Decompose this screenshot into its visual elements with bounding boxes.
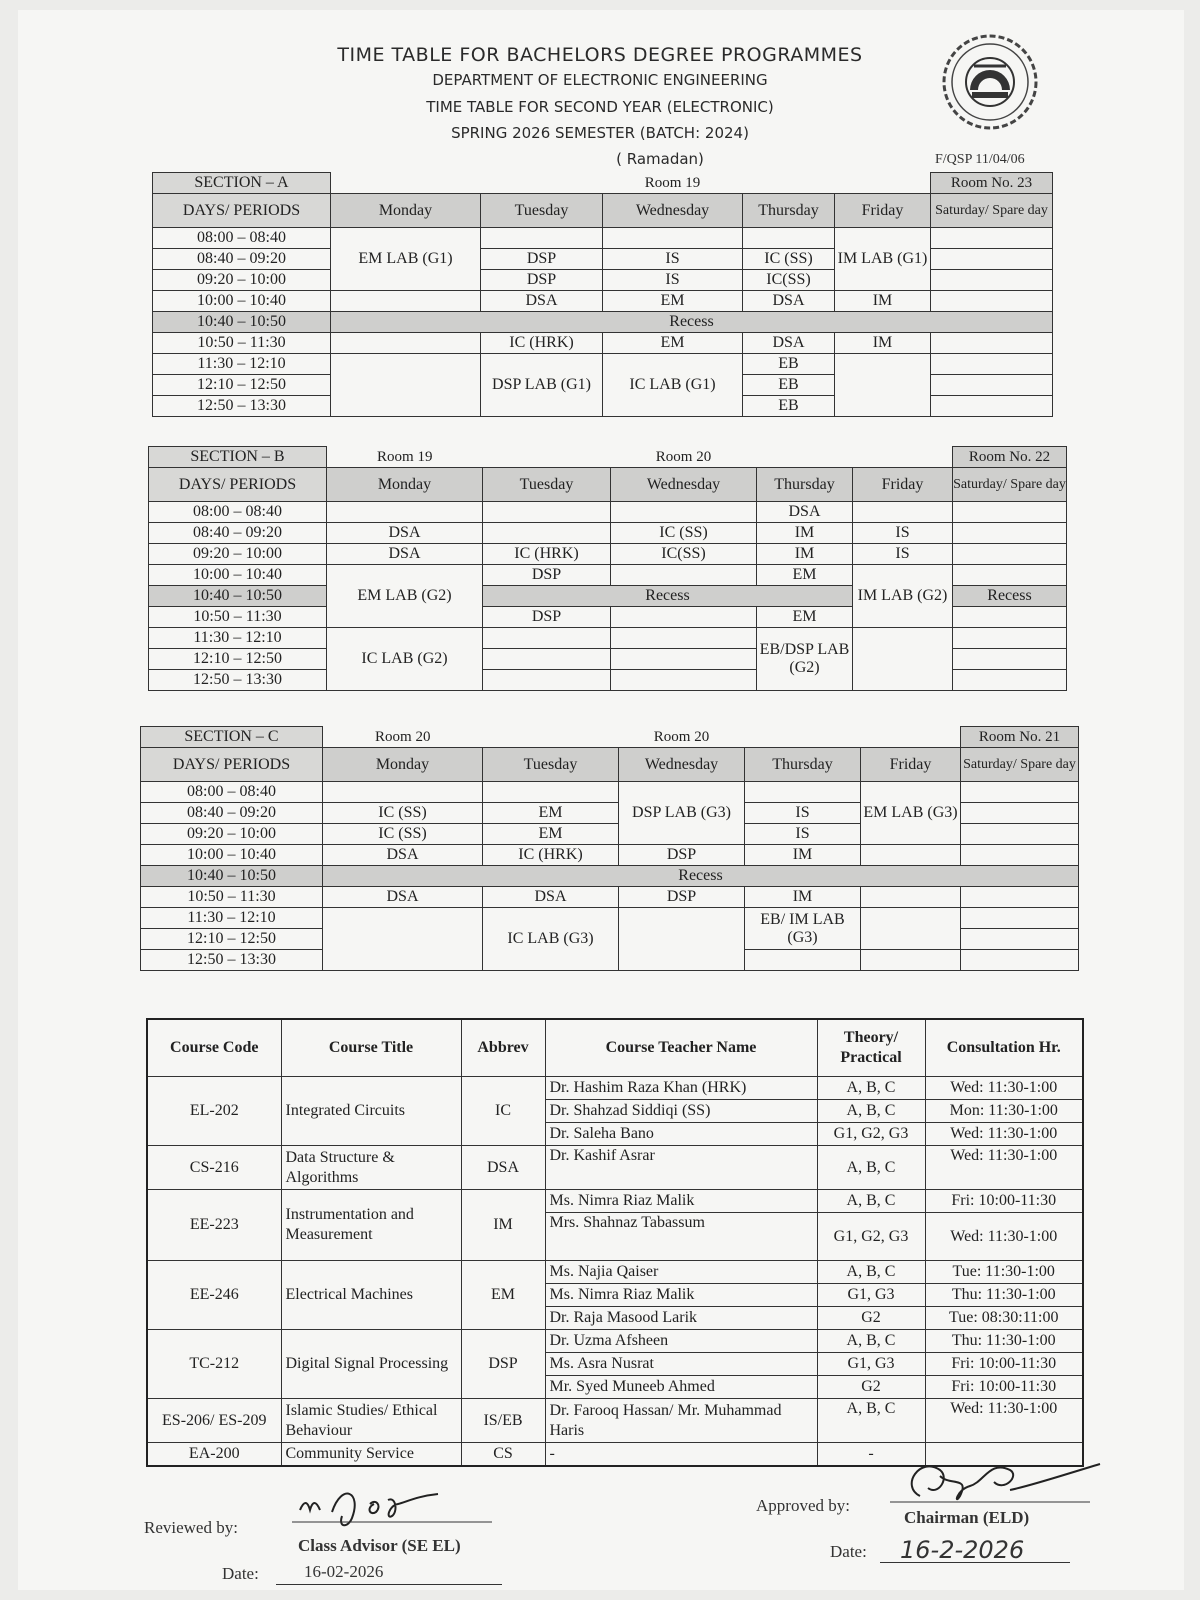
teacher-name: Ms. Asra Nusrat xyxy=(545,1353,817,1376)
slot-cell: IC LAB (G3) xyxy=(483,908,619,971)
day-tuesday: Tuesday xyxy=(481,194,603,228)
day-friday: Friday xyxy=(861,748,961,782)
section-b-timetable xyxy=(148,446,1067,691)
slot-cell: EM xyxy=(603,333,743,354)
slot-cell: IM LAB (G2) xyxy=(853,565,953,628)
slot-cell: EM LAB (G2) xyxy=(327,565,483,628)
col-abbrev: Abbrev xyxy=(461,1019,545,1077)
section-b-saturday-room: Room No. 22 xyxy=(953,447,1067,468)
slot-cell: DSP LAB (G1) xyxy=(481,354,603,417)
day-monday: Monday xyxy=(331,194,481,228)
slot-cell: EB/DSP LAB (G2) xyxy=(757,628,853,691)
slot-cell: IS xyxy=(853,544,953,565)
period-cell: 12:10 – 12:50 xyxy=(149,649,327,670)
day-friday: Friday xyxy=(835,194,931,228)
consultation-hour: Fri: 10:00-11:30 xyxy=(925,1376,1083,1399)
period-cell: 09:20 – 10:00 xyxy=(141,824,323,845)
period-cell: 12:50 – 13:30 xyxy=(141,950,323,971)
day-thursday: Thursday xyxy=(757,468,853,502)
section-c-saturday-room: Room No. 21 xyxy=(961,727,1079,748)
day-monday: Monday xyxy=(327,468,483,502)
course-abbrev: DSA xyxy=(461,1146,545,1190)
course-title: Community Service xyxy=(281,1443,461,1467)
section-b-monday-room: Room 19 xyxy=(377,448,433,465)
slot-cell: IC(SS) xyxy=(743,270,835,291)
section-c-title: SECTION – C xyxy=(141,727,323,748)
course-table xyxy=(146,1018,1084,1467)
slot-cell: DSA xyxy=(323,887,483,908)
slot-cell: IS xyxy=(603,249,743,270)
period-cell: 09:20 – 10:00 xyxy=(153,270,331,291)
slot-cell: DSP LAB (G3) xyxy=(619,782,745,845)
period-cell: 10:00 – 10:40 xyxy=(149,565,327,586)
slot-cell: EM xyxy=(757,565,853,586)
teacher-name: Ms. Nimra Riaz Malik xyxy=(545,1190,817,1213)
slot-cell: IC (HRK) xyxy=(481,333,603,354)
recess-cell: Recess xyxy=(331,312,1053,333)
course-code: EL-202 xyxy=(147,1077,281,1146)
consultation-hour: Thu: 11:30-1:00 xyxy=(925,1330,1083,1353)
review-date: 16-02-2026 xyxy=(304,1562,384,1581)
theory-practical: G1, G3 xyxy=(817,1284,925,1307)
day-thursday: Thursday xyxy=(745,748,861,782)
approver-role: Chairman (ELD) xyxy=(904,1508,1030,1527)
table-row xyxy=(147,1077,1083,1100)
slot-cell: EM xyxy=(757,607,853,628)
slot-cell: DSP xyxy=(619,845,745,866)
slot-cell: IM xyxy=(835,333,931,354)
course-code: CS-216 xyxy=(147,1146,281,1190)
theory-practical: G2 xyxy=(817,1376,925,1399)
period-cell: 10:50 – 11:30 xyxy=(149,607,327,628)
slot-cell: IS xyxy=(603,270,743,291)
period-cell: 10:50 – 11:30 xyxy=(153,333,331,354)
teacher-name: Dr. Kashif Asrar xyxy=(545,1146,817,1190)
course-title: Data Structure & Algorithms xyxy=(281,1146,461,1190)
slot-cell: IM xyxy=(745,887,861,908)
teacher-name: Mrs. Shahnaz Tabassum xyxy=(545,1213,817,1261)
table-row xyxy=(147,1190,1083,1213)
col-course-title: Course Title xyxy=(281,1019,461,1077)
teacher-name: Dr. Shahzad Siddiqi (SS) xyxy=(545,1100,817,1123)
course-code: TC-212 xyxy=(147,1330,281,1399)
period-cell: 12:10 – 12:50 xyxy=(141,929,323,950)
slot-cell: IS xyxy=(745,803,861,824)
course-title: Digital Signal Processing xyxy=(281,1330,461,1399)
section-a-title: SECTION – A xyxy=(153,173,331,194)
consultation-hour: Fri: 10:00-11:30 xyxy=(925,1190,1083,1213)
period-cell: 08:00 – 08:40 xyxy=(149,502,327,523)
course-code: EE-246 xyxy=(147,1261,281,1330)
slot-cell: IM xyxy=(757,523,853,544)
theory-practical: A, B, C xyxy=(817,1399,925,1443)
slot-cell: DSA xyxy=(757,502,853,523)
period-cell: 10:40 – 10:50 xyxy=(141,866,323,887)
reviewer-signature-icon xyxy=(292,1482,502,1530)
slot-cell: DSA xyxy=(483,887,619,908)
slot-cell: IC (SS) xyxy=(323,803,483,824)
slot-cell: DSA xyxy=(327,523,483,544)
day-monday: Monday xyxy=(323,748,483,782)
slot-cell: DSP xyxy=(483,607,611,628)
section-c-timetable xyxy=(140,726,1079,971)
col-theory-practical: Theory/ Practical xyxy=(817,1019,925,1077)
day-friday: Friday xyxy=(853,468,953,502)
slot-cell: EM xyxy=(483,824,619,845)
slot-cell: EB xyxy=(743,396,835,417)
period-cell: 08:00 – 08:40 xyxy=(153,228,331,249)
period-cell: 08:40 – 09:20 xyxy=(153,249,331,270)
slot-cell: IC (HRK) xyxy=(483,845,619,866)
page-title: TIME TABLE FOR BACHELORS DEGREE PROGRAMMES xyxy=(337,44,863,66)
col-teacher: Course Teacher Name xyxy=(545,1019,817,1077)
slot-cell: IC (SS) xyxy=(743,249,835,270)
period-cell: 10:40 – 10:50 xyxy=(149,586,327,607)
slot-cell: EB/ IM LAB (G3) xyxy=(745,908,861,950)
course-abbrev: IC xyxy=(461,1077,545,1146)
table-row xyxy=(147,1399,1083,1443)
days-periods-label: DAYS/ PERIODS xyxy=(153,194,331,228)
consultation-hour: Wed: 11:30-1:00 xyxy=(925,1123,1083,1146)
period-cell: 10:00 – 10:40 xyxy=(141,845,323,866)
section-c-room: Room 20 xyxy=(653,728,710,745)
course-abbrev: DSP xyxy=(461,1330,545,1399)
days-periods-label: DAYS/ PERIODS xyxy=(141,748,323,782)
day-thursday: Thursday xyxy=(743,194,835,228)
slot-cell: EM xyxy=(483,803,619,824)
day-saturday: Saturday/ Spare day xyxy=(953,468,1067,502)
period-cell: 10:00 – 10:40 xyxy=(153,291,331,312)
consultation-hour: Tue: 08:30:11:00 xyxy=(925,1307,1083,1330)
table-row xyxy=(147,1146,1083,1190)
theory-practical: A, B, C xyxy=(817,1077,925,1100)
course-title: Instrumentation and Measurement xyxy=(281,1190,461,1261)
consultation-hour: Wed: 11:30-1:00 xyxy=(925,1213,1083,1261)
review-date-label: Date: xyxy=(222,1564,259,1583)
slot-cell: DSP xyxy=(483,565,611,586)
day-saturday: Saturday/ Spare day xyxy=(961,748,1079,782)
teacher-name: Dr. Hashim Raza Khan (HRK) xyxy=(545,1077,817,1100)
period-cell: 12:10 – 12:50 xyxy=(153,375,331,396)
course-abbrev: CS xyxy=(461,1443,545,1467)
reviewer-role: Class Advisor (SE EL) xyxy=(298,1536,461,1555)
university-seal-icon xyxy=(940,32,1040,132)
day-wednesday: Wednesday xyxy=(619,748,745,782)
slot-cell: IC(SS) xyxy=(611,544,757,565)
period-cell: 12:50 – 13:30 xyxy=(153,396,331,417)
slot-cell: DSA xyxy=(481,291,603,312)
theory-practical: A, B, C xyxy=(817,1146,925,1190)
col-consultation: Consultation Hr. xyxy=(925,1019,1083,1077)
consultation-hour: Wed: 11:30-1:00 xyxy=(925,1077,1083,1100)
course-title: Islamic Studies/ Ethical Behaviour xyxy=(281,1399,461,1443)
section-b-room: Room 20 xyxy=(655,448,712,465)
approver-signature-icon xyxy=(890,1456,1110,1516)
course-code: ES-206/ ES-209 xyxy=(147,1399,281,1443)
slot-cell: IM LAB (G1) xyxy=(835,228,931,291)
teacher-name: Dr. Uzma Afsheen xyxy=(545,1330,817,1353)
theory-practical: - xyxy=(817,1443,925,1467)
day-wednesday: Wednesday xyxy=(611,468,757,502)
slot-cell: EM LAB (G3) xyxy=(861,782,961,845)
slot-cell: EM LAB (G1) xyxy=(331,228,481,291)
theory-practical: A, B, C xyxy=(817,1190,925,1213)
slot-cell: DSP xyxy=(619,887,745,908)
period-cell: 11:30 – 12:10 xyxy=(141,908,323,929)
slot-cell: DSA xyxy=(323,845,483,866)
year-title: TIME TABLE FOR SECOND YEAR (ELECTRONIC) xyxy=(426,98,774,116)
day-saturday: Saturday/ Spare day xyxy=(931,194,1053,228)
course-code: EE-223 xyxy=(147,1190,281,1261)
theory-practical: G2 xyxy=(817,1307,925,1330)
course-abbrev: IS/EB xyxy=(461,1399,545,1443)
slot-cell: EB xyxy=(743,354,835,375)
department-title: DEPARTMENT OF ELECTRONIC ENGINEERING xyxy=(432,71,768,89)
table-row xyxy=(147,1261,1083,1284)
slot-cell: DSA xyxy=(327,544,483,565)
period-cell: 08:00 – 08:40 xyxy=(141,782,323,803)
consultation-hour: Wed: 11:30-1:00 xyxy=(925,1399,1083,1443)
period-cell: 10:50 – 11:30 xyxy=(141,887,323,908)
teacher-name: Dr. Farooq Hassan/ Mr. Muhammad Haris xyxy=(545,1399,817,1443)
theory-practical: G1, G2, G3 xyxy=(817,1123,925,1146)
teacher-name: Mr. Syed Muneeb Ahmed xyxy=(545,1376,817,1399)
day-tuesday: Tuesday xyxy=(483,468,611,502)
approve-date-label: Date: xyxy=(830,1542,867,1561)
course-title: Integrated Circuits xyxy=(281,1077,461,1146)
day-tuesday: Tuesday xyxy=(483,748,619,782)
slot-cell: IC (SS) xyxy=(323,824,483,845)
slot-cell: EB xyxy=(743,375,835,396)
period-cell: 12:50 – 13:30 xyxy=(149,670,327,691)
recess-cell: Recess xyxy=(953,586,1067,607)
section-b-title: SECTION – B xyxy=(149,447,327,468)
slot-cell: DSA xyxy=(743,333,835,354)
recess-cell: Recess xyxy=(323,866,1079,887)
slot-cell: IC LAB (G2) xyxy=(327,628,483,691)
recess-cell: Recess xyxy=(483,586,853,607)
slot-cell: IM xyxy=(835,291,931,312)
day-wednesday: Wednesday xyxy=(603,194,743,228)
slot-cell: EM xyxy=(603,291,743,312)
ramadan-note: ( Ramadan) xyxy=(616,150,704,168)
form-number: F/QSP 11/04/06 xyxy=(935,152,1025,167)
period-cell: 08:40 – 09:20 xyxy=(149,523,327,544)
teacher-name: Ms. Nimra Riaz Malik xyxy=(545,1284,817,1307)
period-cell: 11:30 – 12:10 xyxy=(149,628,327,649)
section-a-room: Room 19 xyxy=(644,174,701,191)
slot-cell: DSP xyxy=(481,249,603,270)
teacher-name: Ms. Najia Qaiser xyxy=(545,1261,817,1284)
period-cell: 10:40 – 10:50 xyxy=(153,312,331,333)
period-cell: 08:40 – 09:20 xyxy=(141,803,323,824)
period-cell: 09:20 – 10:00 xyxy=(149,544,327,565)
teacher-name: Dr. Saleha Bano xyxy=(545,1123,817,1146)
table-row xyxy=(147,1330,1083,1353)
approve-date: 16-2-2026 xyxy=(900,1536,1025,1564)
course-title: Electrical Machines xyxy=(281,1261,461,1330)
reviewed-by-label: Reviewed by: xyxy=(144,1518,238,1537)
slot-cell: IC (SS) xyxy=(611,523,757,544)
slot-cell: IS xyxy=(853,523,953,544)
slot-cell: IC LAB (G1) xyxy=(603,354,743,417)
slot-cell: IS xyxy=(745,824,861,845)
slot-cell: DSA xyxy=(743,291,835,312)
theory-practical: A, B, C xyxy=(817,1261,925,1284)
days-periods-label: DAYS/ PERIODS xyxy=(149,468,327,502)
slot-cell: DSP xyxy=(481,270,603,291)
consultation-hour: Thu: 11:30-1:00 xyxy=(925,1284,1083,1307)
slot-cell: IC (HRK) xyxy=(483,544,611,565)
teacher-name: Dr. Raja Masood Larik xyxy=(545,1307,817,1330)
section-c-monday-room: Room 20 xyxy=(375,728,431,745)
approved-by-label: Approved by: xyxy=(756,1496,850,1515)
section-a-saturday-room: Room No. 23 xyxy=(931,173,1053,194)
section-a-timetable xyxy=(152,172,1053,417)
consultation-hour: Fri: 10:00-11:30 xyxy=(925,1353,1083,1376)
consultation-hour: Tue: 11:30-1:00 xyxy=(925,1261,1083,1284)
slot-cell: IM xyxy=(757,544,853,565)
period-cell: 11:30 – 12:10 xyxy=(153,354,331,375)
theory-practical: A, B, C xyxy=(817,1100,925,1123)
course-abbrev: IM xyxy=(461,1190,545,1261)
col-course-code: Course Code xyxy=(147,1019,281,1077)
teacher-name: - xyxy=(545,1443,817,1467)
slot-cell: IM xyxy=(745,845,861,866)
consultation-hour: Mon: 11:30-1:00 xyxy=(925,1100,1083,1123)
course-code: EA-200 xyxy=(147,1443,281,1467)
theory-practical: G1, G2, G3 xyxy=(817,1213,925,1261)
semester-title: SPRING 2026 SEMESTER (BATCH: 2024) xyxy=(451,124,749,142)
theory-practical: G1, G3 xyxy=(817,1353,925,1376)
theory-practical: A, B, C xyxy=(817,1330,925,1353)
consultation-hour: Wed: 11:30-1:00 xyxy=(925,1146,1083,1190)
course-abbrev: EM xyxy=(461,1261,545,1330)
